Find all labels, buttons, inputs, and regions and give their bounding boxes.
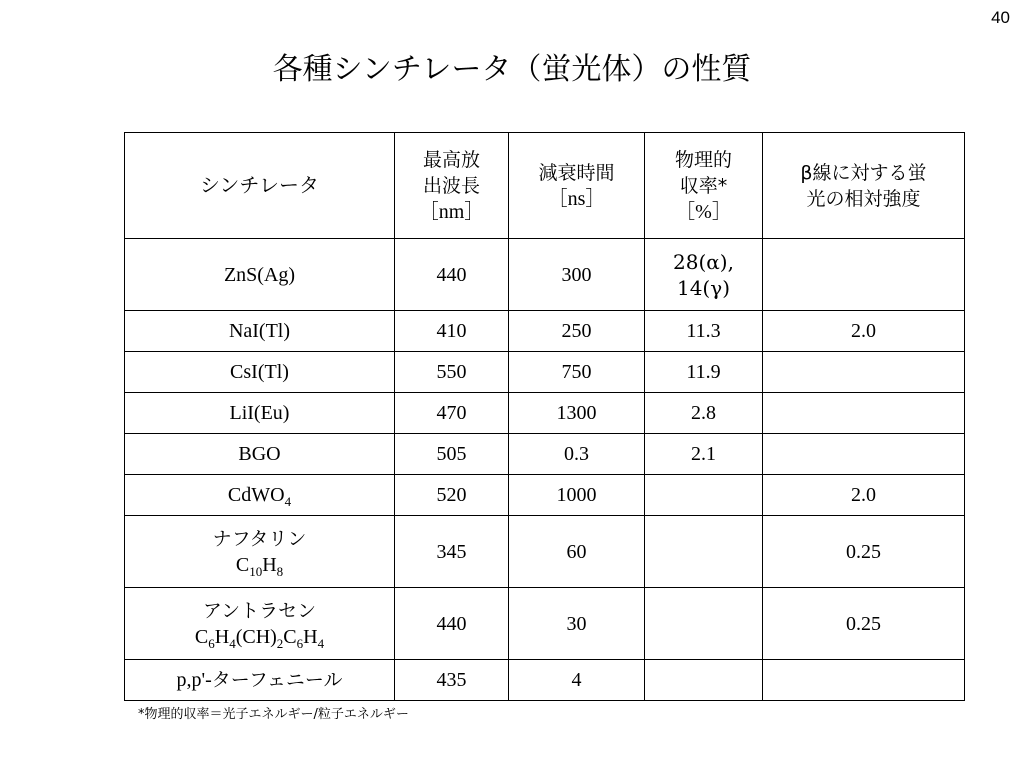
table-row [125, 475, 965, 516]
cell-beta: 0.25 [763, 516, 965, 588]
cell-name: ZnS(Ag) [125, 239, 395, 311]
cell-name-formula [129, 624, 390, 650]
header-physical-yield-unit: ［%］ [675, 200, 732, 223]
formula-element: H [262, 553, 277, 576]
cell-name-japanese: ナフタリン [212, 527, 307, 550]
cell-yield: 2.1 [645, 434, 763, 475]
table-row [125, 239, 965, 311]
header-beta-line1: β線に対する蛍 [800, 161, 927, 184]
formula-subscript: 8 [276, 563, 284, 579]
header-physical-yield [645, 133, 763, 239]
cell-yield-line1: 28(α), [673, 249, 734, 274]
cell-wavelength: 470 [395, 393, 509, 434]
formula-element: H [214, 625, 230, 648]
cell-decay: 30 [509, 588, 645, 660]
cell-name [125, 660, 395, 701]
cell-wavelength: 550 [395, 352, 509, 393]
header-decay-time-line1: 減衰時間 [538, 161, 615, 184]
header-max-wavelength-unit: ［nm］ [418, 200, 485, 223]
cell-decay: 1300 [509, 393, 645, 434]
cell-yield [645, 475, 763, 516]
formula-subscript: 10 [249, 563, 263, 579]
table-row [125, 588, 965, 660]
footnote: *物理的収率＝光子エネルギー/粒子エネルギー [138, 707, 409, 722]
cell-wavelength: 345 [395, 516, 509, 588]
cell-beta [763, 660, 965, 701]
page-number: 40 [991, 8, 1010, 27]
header-physical-yield-line1: 物理的 [674, 148, 732, 171]
cell-yield [645, 239, 763, 311]
cell-name-formula [129, 552, 390, 578]
table-row [125, 352, 965, 393]
cell-wavelength: 435 [395, 660, 509, 701]
cell-name-japanese: アントラセン [202, 599, 317, 622]
cell-name: NaI(Tl) [125, 311, 395, 352]
table-row [125, 434, 965, 475]
cell-wavelength: 520 [395, 475, 509, 516]
cell-decay: 1000 [509, 475, 645, 516]
cell-name: BGO [125, 434, 395, 475]
cell-beta: 0.25 [763, 588, 965, 660]
cell-decay: 750 [509, 352, 645, 393]
header-max-wavelength-line1: 最高放 [422, 148, 480, 171]
table-row [125, 393, 965, 434]
header-max-wavelength [395, 133, 509, 239]
formula-subscript: 4 [317, 635, 325, 651]
cell-wavelength: 440 [395, 588, 509, 660]
formula-element: C [283, 625, 297, 648]
cell-wavelength: 440 [395, 239, 509, 311]
cell-name [125, 588, 395, 660]
cell-beta [763, 352, 965, 393]
table-row [125, 660, 965, 701]
cell-decay: 60 [509, 516, 645, 588]
formula-element: H [303, 625, 318, 648]
cell-beta [763, 393, 965, 434]
cell-beta: 2.0 [763, 311, 965, 352]
formula-element: C [194, 625, 209, 648]
table-row [125, 311, 965, 352]
cell-decay: 0.3 [509, 434, 645, 475]
header-physical-yield-line2: 収率* [679, 174, 728, 197]
formula-subscript: 4 [229, 635, 236, 651]
cell-yield [645, 588, 763, 660]
header-beta-relative-intensity [763, 133, 965, 239]
cell-wavelength: 410 [395, 311, 509, 352]
table-header-row [125, 133, 965, 239]
header-decay-time-unit: ［ns］ [547, 187, 606, 210]
cell-beta [763, 239, 965, 311]
slide-title: 各種シンチレータ（蛍光体）の性質 [272, 52, 752, 87]
header-decay-time [509, 133, 645, 239]
cell-yield: 11.9 [645, 352, 763, 393]
cell-name [125, 475, 395, 516]
cell-name-base: CdWO [227, 484, 285, 506]
cell-name: LiI(Eu) [125, 393, 395, 434]
formula-subscript: 6 [208, 635, 215, 651]
header-scintillator: シンチレータ [125, 133, 395, 239]
formula-group: (CH) [235, 625, 277, 648]
cell-yield [645, 660, 763, 701]
cell-beta: 2.0 [763, 475, 965, 516]
formula-subscript: 2 [276, 635, 284, 651]
cell-yield [645, 516, 763, 588]
scintillator-properties-table [124, 132, 965, 701]
cell-name: CsI(Tl) [125, 352, 395, 393]
cell-beta [763, 434, 965, 475]
formula-subscript: 6 [296, 635, 304, 651]
cell-decay: 4 [509, 660, 645, 701]
cell-decay: 300 [509, 239, 645, 311]
cell-yield: 2.8 [645, 393, 763, 434]
cell-decay: 250 [509, 311, 645, 352]
header-beta-line2: 光の相対強度 [806, 187, 921, 210]
cell-yield: 11.3 [645, 311, 763, 352]
cell-name-suffix: ターフェニール [211, 669, 343, 691]
header-max-wavelength-line2: 出波長 [422, 174, 480, 197]
cell-name [125, 516, 395, 588]
table-row [125, 516, 965, 588]
cell-name-subscript: 4 [284, 494, 292, 509]
cell-wavelength: 505 [395, 434, 509, 475]
cell-name-prefix: p,p'- [176, 669, 212, 691]
cell-yield-line2: 14(γ) [676, 275, 730, 300]
formula-element: C [235, 553, 250, 576]
